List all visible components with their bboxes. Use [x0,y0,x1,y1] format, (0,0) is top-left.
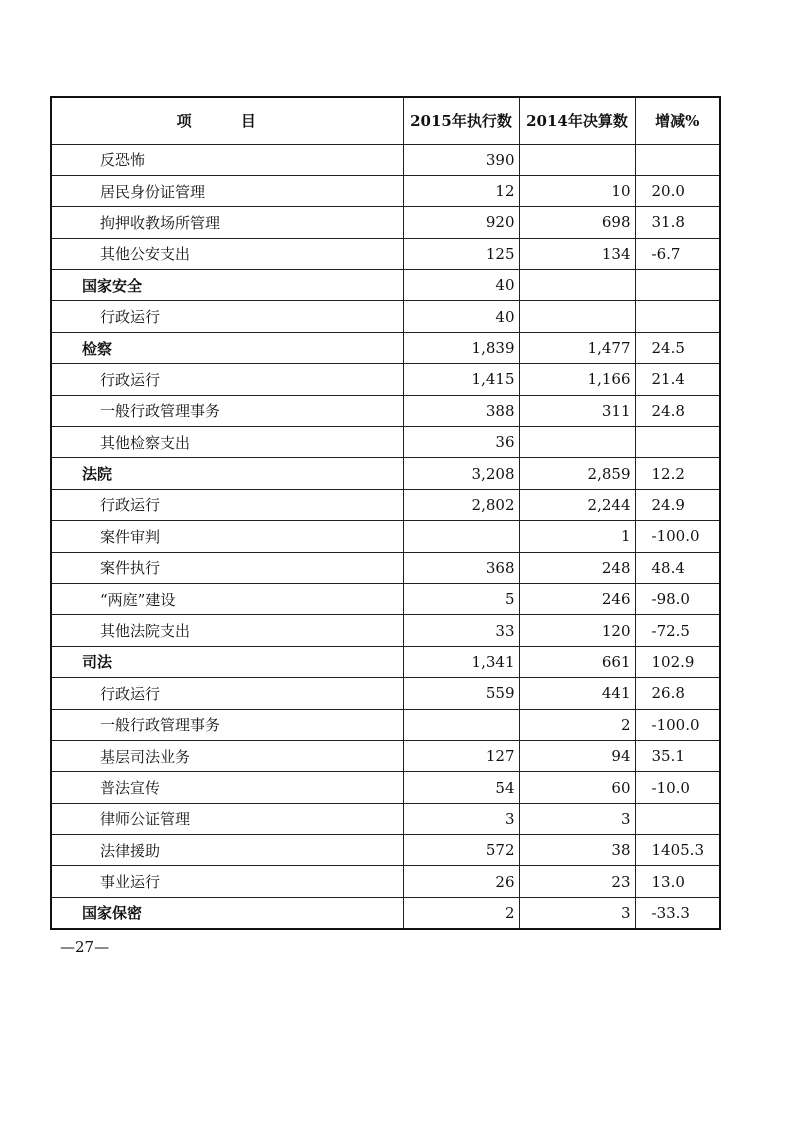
table-row [51,395,720,426]
change-pct-cell: -100.0 [635,521,720,552]
table-header-row [51,97,720,144]
item-name-cell: 一般行政管理事务 [51,709,403,740]
table-row [51,427,720,458]
budget-table [50,96,721,930]
value-2015-cell: 3,208 [403,458,519,489]
item-name-cell: 行政运行 [51,364,403,395]
item-name-cell: 案件执行 [51,552,403,583]
item-name-cell: 其他公安支出 [51,238,403,269]
item-name-cell: 行政运行 [51,678,403,709]
table-row [51,772,720,803]
value-2015-cell: 40 [403,301,519,332]
value-2014-cell: 1,477 [519,332,635,363]
change-pct-cell: 35.1 [635,740,720,771]
value-2014-cell: 3 [519,803,635,834]
change-pct-cell: 1405.3 [635,835,720,866]
table-row [51,238,720,269]
value-2015-cell: 572 [403,835,519,866]
table-row [51,175,720,206]
change-pct-cell: -10.0 [635,772,720,803]
value-2015-cell: 2,802 [403,489,519,520]
value-2014-cell: 38 [519,835,635,866]
change-pct-cell: 20.0 [635,175,720,206]
item-name-cell: 国家保密 [51,897,403,928]
page-number: —27— [60,938,110,956]
change-pct-cell [635,301,720,332]
change-pct-cell [635,803,720,834]
header-2014: 2014年决算数 [519,97,635,144]
value-2015-cell: 368 [403,552,519,583]
change-pct-cell: -33.3 [635,897,720,928]
item-name-cell: 事业运行 [51,866,403,897]
value-2014-cell [519,427,635,458]
change-pct-cell [635,427,720,458]
table-row [51,646,720,677]
table-row [51,740,720,771]
change-pct-cell [635,144,720,175]
value-2014-cell: 1,166 [519,364,635,395]
table-row [51,521,720,552]
table-row [51,489,720,520]
table-row [51,678,720,709]
value-2015-cell: 2 [403,897,519,928]
table-row [51,552,720,583]
value-2014-cell: 10 [519,175,635,206]
value-2014-cell [519,144,635,175]
value-2015-cell: 1,415 [403,364,519,395]
change-pct-cell: -98.0 [635,583,720,614]
item-name-cell: 基层司法业务 [51,740,403,771]
table-row [51,897,720,928]
table-row [51,835,720,866]
value-2014-cell: 23 [519,866,635,897]
change-pct-cell: 21.4 [635,364,720,395]
value-2014-cell: 3 [519,897,635,928]
value-2014-cell: 2,859 [519,458,635,489]
change-pct-cell: 24.8 [635,395,720,426]
table-row [51,458,720,489]
value-2015-cell: 5 [403,583,519,614]
value-2015-cell [403,709,519,740]
item-name-cell: 其他法院支出 [51,615,403,646]
change-pct-cell [635,270,720,301]
value-2014-cell: 248 [519,552,635,583]
item-name-cell: 其他检察支出 [51,427,403,458]
change-pct-cell: 26.8 [635,678,720,709]
table-row [51,615,720,646]
header-2015: 2015年执行数 [403,97,519,144]
change-pct-cell: -6.7 [635,238,720,269]
item-name-cell: 检察 [51,332,403,363]
change-pct-cell: 13.0 [635,866,720,897]
value-2014-cell: 2 [519,709,635,740]
item-name-cell: 一般行政管理事务 [51,395,403,426]
value-2015-cell: 127 [403,740,519,771]
table-row [51,332,720,363]
value-2015-cell: 26 [403,866,519,897]
change-pct-cell: -100.0 [635,709,720,740]
table-row [51,866,720,897]
item-name-cell: 案件审判 [51,521,403,552]
item-name-cell: 司法 [51,646,403,677]
table-row [51,144,720,175]
value-2015-cell: 920 [403,207,519,238]
table-row [51,301,720,332]
value-2015-cell: 54 [403,772,519,803]
value-2015-cell: 33 [403,615,519,646]
header-change: 增减% [635,97,720,144]
change-pct-cell: 24.5 [635,332,720,363]
change-pct-cell: 12.2 [635,458,720,489]
value-2014-cell: 246 [519,583,635,614]
value-2015-cell: 1,341 [403,646,519,677]
item-name-cell: 反恐怖 [51,144,403,175]
value-2014-cell [519,301,635,332]
item-name-cell: 居民身份证管理 [51,175,403,206]
value-2014-cell: 94 [519,740,635,771]
value-2015-cell: 12 [403,175,519,206]
change-pct-cell: 24.9 [635,489,720,520]
value-2014-cell: 60 [519,772,635,803]
value-2015-cell: 40 [403,270,519,301]
table-row [51,583,720,614]
value-2015-cell: 36 [403,427,519,458]
table-row [51,803,720,834]
item-name-cell: 国家安全 [51,270,403,301]
table-row [51,364,720,395]
value-2014-cell: 698 [519,207,635,238]
table-row [51,270,720,301]
value-2015-cell: 388 [403,395,519,426]
value-2014-cell: 120 [519,615,635,646]
value-2014-cell: 661 [519,646,635,677]
value-2014-cell: 2,244 [519,489,635,520]
item-name-cell: 普法宣传 [51,772,403,803]
change-pct-cell: -72.5 [635,615,720,646]
item-name-cell: 行政运行 [51,301,403,332]
item-name-cell: 法院 [51,458,403,489]
value-2015-cell [403,521,519,552]
value-2014-cell [519,270,635,301]
value-2015-cell: 125 [403,238,519,269]
change-pct-cell: 102.9 [635,646,720,677]
item-name-cell: “两庭”建设 [51,583,403,614]
value-2015-cell: 559 [403,678,519,709]
change-pct-cell: 48.4 [635,552,720,583]
value-2014-cell: 441 [519,678,635,709]
value-2015-cell: 390 [403,144,519,175]
value-2015-cell: 3 [403,803,519,834]
item-name-cell: 行政运行 [51,489,403,520]
table-row [51,709,720,740]
value-2015-cell: 1,839 [403,332,519,363]
table-row [51,207,720,238]
header-item: 项 目 [51,97,403,144]
value-2014-cell: 311 [519,395,635,426]
value-2014-cell: 1 [519,521,635,552]
item-name-cell: 法律援助 [51,835,403,866]
change-pct-cell: 31.8 [635,207,720,238]
item-name-cell: 拘押收教场所管理 [51,207,403,238]
value-2014-cell: 134 [519,238,635,269]
item-name-cell: 律师公证管理 [51,803,403,834]
